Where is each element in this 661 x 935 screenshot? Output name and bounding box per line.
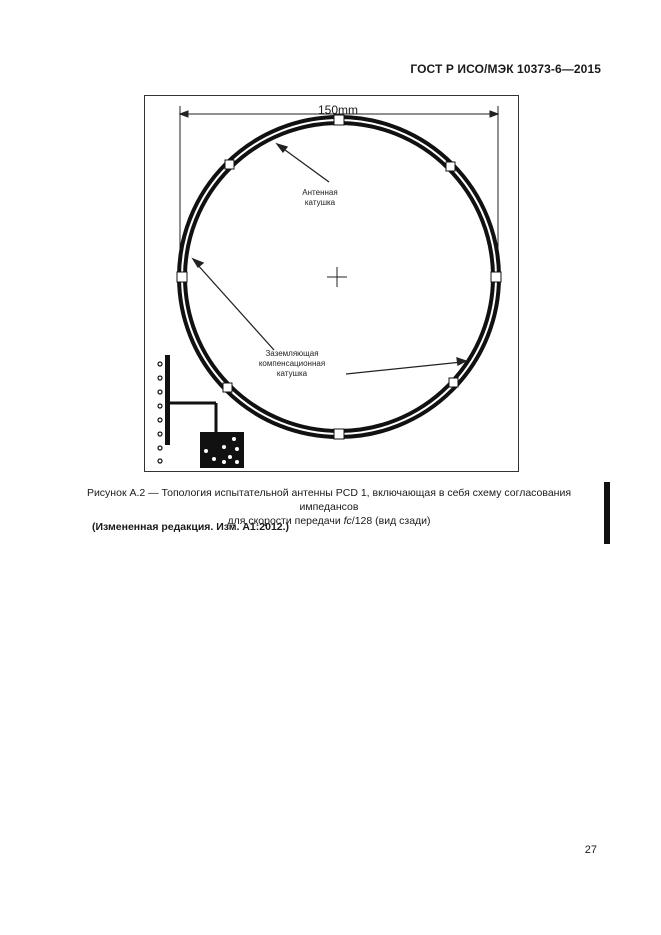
amendment-note: (Измененная редакция. Изм. А1:2012.) — [92, 521, 290, 533]
antenna-figure — [144, 95, 519, 472]
compensation-coil-label-line3: катушка — [276, 369, 308, 378]
compensation-coil-label-line2: компенсационная — [258, 359, 326, 368]
board-outline — [145, 96, 519, 472]
compensation-coil-label-line1: Заземляющая — [265, 349, 319, 358]
antenna-coil-label-line2: катушка — [304, 198, 336, 207]
compensation-coil-label — [248, 349, 336, 379]
change-bar — [604, 482, 610, 544]
caption-line1: Рисунок А.2 — Топология испытательной антенны PCD 1, включающая в себя схему согласования импедансов — [86, 487, 572, 513]
dimension-label: 150mm — [318, 103, 359, 117]
caption-line2-prefix: для скорости передачи — [227, 515, 344, 527]
page-number: 27 — [584, 844, 597, 856]
antenna-coil-label-line1: Антенная — [302, 188, 338, 197]
antenna-layout-drawing — [144, 95, 519, 472]
document-header: ГОСТ Р ИСО/МЭК 10373-6—2015 — [410, 62, 601, 76]
caption-line2-suffix: /128 (вид сзади) — [351, 515, 431, 527]
antenna-coil-label — [284, 188, 356, 208]
matching-circuit-block — [200, 432, 244, 468]
caption-line2-italic: fc — [343, 515, 352, 527]
